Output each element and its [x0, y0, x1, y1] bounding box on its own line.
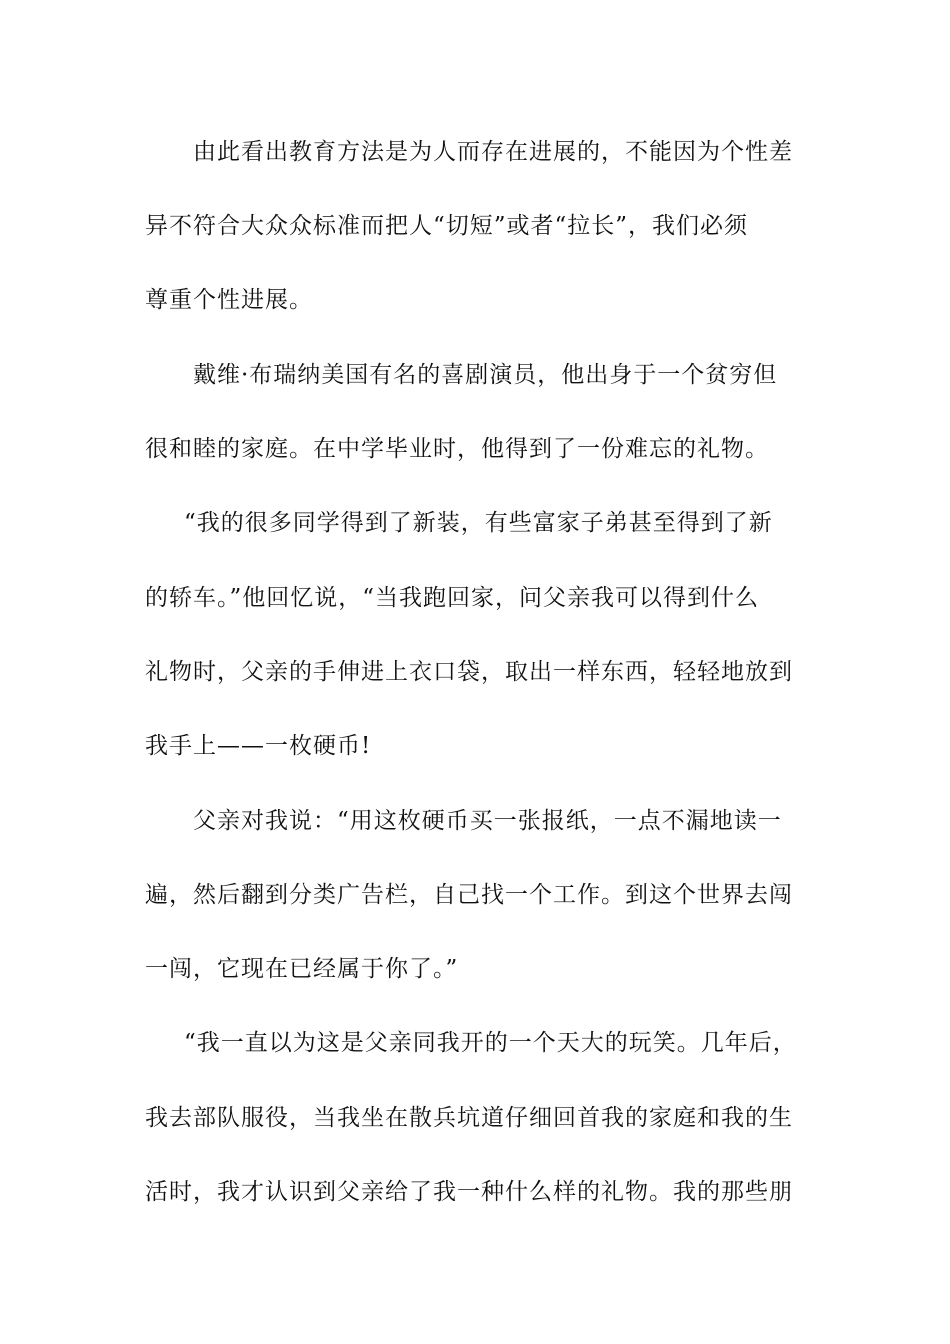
- paragraph-line: 遍，然后翻到分类广告栏，自己找一个工作。到这个世界去闯: [145, 882, 793, 908]
- paragraph-line: 一闯，它现在已经属于你了。”: [145, 956, 459, 982]
- paragraph-line: 异不符合大众众标准而把人“切短”或者“拉长”，我们必须: [145, 213, 749, 239]
- paragraph-line: 我去部队服役，当我坐在散兵坑道仔细回首我的家庭和我的生: [145, 1105, 793, 1131]
- paragraph-line: “我的很多同学得到了新装，有些富家子弟甚至得到了新: [184, 510, 773, 536]
- paragraph-line: 活时，我才认识到父亲给了我一种什么样的礼物。我的那些朋: [145, 1179, 793, 1205]
- paragraph-line: 父亲对我说：“用这枚硬币买一张报纸，一点不漏地读一: [193, 808, 782, 834]
- paragraph-line: 由此看出教育方法是为人而存在进展的，不能因为个性差: [193, 139, 793, 165]
- paragraph-line: “我一直以为这是父亲同我开的一个天大的玩笑。几年后，: [184, 1030, 797, 1056]
- paragraph-line: 礼物时，父亲的手伸进上衣口袋，取出一样东西，轻轻地放到: [145, 659, 793, 685]
- paragraph-line: 戴维·布瑞纳美国有名的喜剧演员，他出身于一个贫穷但: [193, 362, 778, 388]
- paragraph-line: 我手上——一枚硬币!: [145, 733, 372, 759]
- paragraph-line: 的轿车。”他回忆说，“当我跑回家，问父亲我可以得到什么: [145, 585, 760, 611]
- paragraph-line: 很和睦的家庭。在中学毕业时，他得到了一份难忘的礼物。: [145, 436, 769, 462]
- paragraph-line: 尊重个性进展。: [145, 287, 313, 313]
